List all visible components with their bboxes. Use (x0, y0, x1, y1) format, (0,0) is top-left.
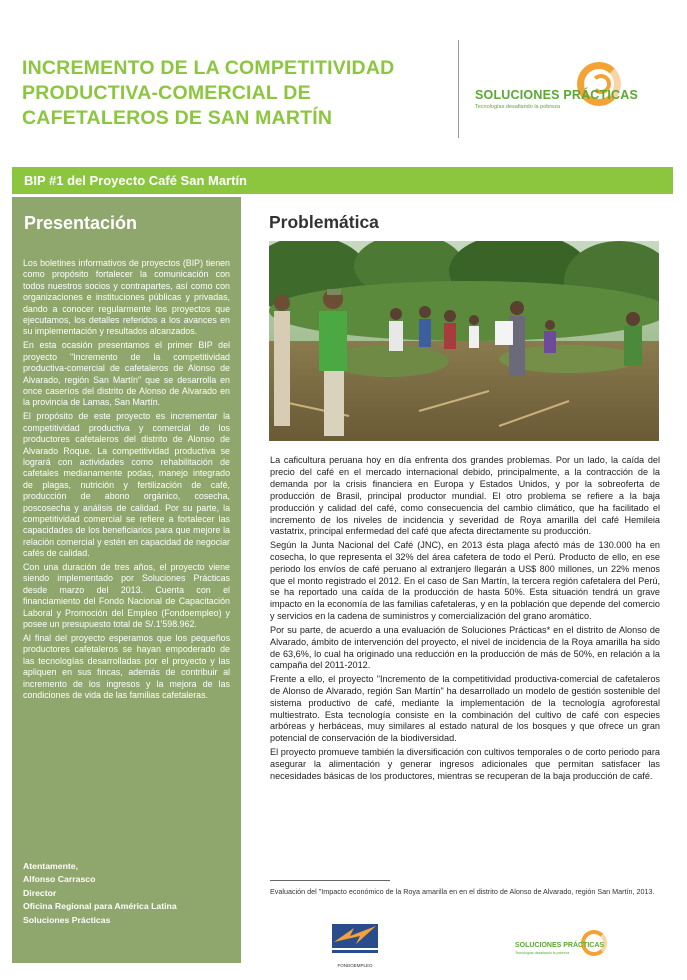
header-divider (458, 40, 459, 138)
photo-illustration (269, 241, 659, 441)
presentacion-paragraph: En esta ocasión presentamos el primer BIP del proyecto "Incremento de la competitividad productiva-comercial de cafetaleros de Alonso de Alvarado, región San Martín" que se desarrolla en once caseríos del distrito de Alonso de Alvarado en la provincia de Lamas, San Martín. (23, 340, 230, 408)
footnote: Evaluación del "Impacto económico de la Roya amarilla en en el distrito de Alonso de Alvarado, región San Martín, 2013. (270, 887, 655, 896)
presentacion-paragraph: Los boletines informativos de proyectos (BIP) tienen como propósito fortalecer la comunicación con todos nuestros socios y contrapartes, así como con organizaciones e instituciones públicas y privadas, dando a conocer regularmente los proyectos que ejecutamos, los detalles referidos a los avances en su implementación y resultados alcanzados. (23, 258, 230, 337)
footnote-rule (270, 880, 390, 881)
fondoempleo-logo (330, 920, 380, 968)
presentacion-paragraph: El propósito de este proyecto es incrementar la competitividad productiva y comercial de los productores cafetaleros del distrito de Alonso de Alvarado Roque. La competitividad productiva se logrará con actividades como rehabilitación de cafetales medianamente podas, manejo integrado de plagas, nutrición y fertilización de café, producción de abono orgánico, cosecha, poscosecha y análisis de calidad. Por su parte, la competitividad comercial se refiere a fortalecer las capacidades de los beneficiarios para que mejore la relación comercial y estén en capacidad de negociar cafés de calidad. (23, 411, 230, 559)
coffee-farm-photo (269, 241, 659, 441)
soluciones-practicas-footer-logo (515, 930, 615, 960)
signoff (23, 860, 230, 927)
signoff-line: Alfonso Carrasco (23, 874, 96, 885)
signoff-line: Director (23, 887, 57, 898)
fondoempleo-logo-icon (330, 920, 380, 958)
problematica-body (270, 455, 660, 784)
bip-label: BIP #1 del Proyecto Café San Martín (24, 173, 247, 188)
presentacion-heading: Presentación (24, 213, 138, 233)
presentacion-sidebar (12, 197, 241, 963)
footer-logo-tagline: Tecnologías desafiando la pobreza (515, 951, 570, 955)
problematica-paragraph: La caficultura peruana hoy en día enfrenta dos grandes problemas. Por un lado, la caída del precio del café en el mercado internacional debido, principalmente, a la contracción de la demanda por la crisis financiera en Europa y Estados Unidos, y por la sobreoferta de producción de Brasil, principal productor mundial. El otro problema se refiere a la baja producción y calidad del café, como consecuencia del cambio climático, que ha facilitado el incremento de los niveles de incidencia y severidad de Roya amarilla del café Hemileia vastatrix, principal enfermedad del café que afecta directamente su producción. (270, 455, 660, 537)
problematica-heading: Problemática (269, 212, 379, 232)
fondoempleo-caption: FONDOEMPLEO (337, 963, 373, 968)
presentacion-paragraph: Con una duración de tres años, el proyecto viene siendo implementado por Soluciones Prácticas desde marzo del 2013. Cuenta con el financiamiento del Fondo Nacional de Capacitación Laboral y Promoción del Empleo (Fondoempleo) y posee un presupuesto total de S/.1'598.962. (23, 562, 230, 630)
problematica-paragraph: El proyecto promueve también la diversificación con cultivos temporales o de corto periodo para asegurar la alimentación y generar ingresos adicionales que permitan satisfacer las necesidades básicas de los productores, mientras se recuperan de la baja producción de café. (270, 746, 660, 781)
bip-band (12, 167, 673, 194)
problematica-paragraph: Por su parte, de acuerdo a una evaluación de Soluciones Prácticas* en el distrito de Alonso de Alvarado, ámbito de intervención del proyecto, el nivel de incidencia de la Roya amarilla ha sido de 63,6%, lo cual ha originado una reducción en la producción de más de 50%, en relación a la campaña del 2011-2012. (270, 624, 660, 671)
signoff-line: Atentamente, (23, 861, 79, 871)
soluciones-practicas-logo (475, 60, 655, 120)
presentacion-paragraph: Al final del proyecto esperamos que los pequeños productores cafetaleros se hayan empoderado de las tecnologías desarrolladas por el proyecto y las apliquen en sus fincas, además de contribuir al incremento de los ingresos y la mejora de las condiciones de vida de las familias cafetaleras. (23, 633, 230, 701)
footer-logo-name: SOLUCIONES PRÁCTICAS (515, 942, 605, 949)
logo-tagline: Tecnologías desafiando la pobreza (475, 104, 561, 110)
document-title: INCREMENTO DE LA COMPETITIVIDAD PRODUCTIVA-COMERCIAL DE CAFETALEROS DE SAN MARTÍN (22, 57, 395, 129)
problematica-paragraph: Según la Junta Nacional del Café (JNC), en 2013 ésta plaga afectó más de 130.000 ha en cosecha, lo que representa el 32% del área cafetera de todo el Perú. Producto de ello, en ese periodo los envíos de café peruano al extranjero llegarán a US$ 800 millones, un 22% menos que el monto registrado el 2012. En el caso de San Martín, la tercera región cafetalera del Perú, se ha reportado una caída de la producción de hasta 50%. Esta situación tendrá un grave impacto en la economía de las familias cafetaleras, y en la población que depende del comercio y servicios en la cadena de suministros y comercialización del grano aromático. (270, 539, 660, 622)
problematica-paragraph: Frente a ello, el proyecto "Incremento de la competitividad productiva-comercial de cafetaleros de Alonso de Alvarado, región San Martín" ha desarrollado un modelo de gestión sostenible del sistema productivo de café, mediante la implementación de la tecnología agroforestal multiestrato. Esta tecnología consiste en la combinación del cultivo de café con especies arbóreas y herbáceas, muy similares al estado natural de los bosques y que ofrece un gran potencial de conservación de la biodiversidad. (270, 673, 660, 744)
presentacion-body (23, 258, 230, 704)
signoff-line: Oficina Regional para América Latina (23, 901, 177, 912)
logo-name: SOLUCIONES PRÁCTICAS (475, 88, 639, 102)
signoff-line: Soluciones Prácticas (23, 914, 111, 925)
